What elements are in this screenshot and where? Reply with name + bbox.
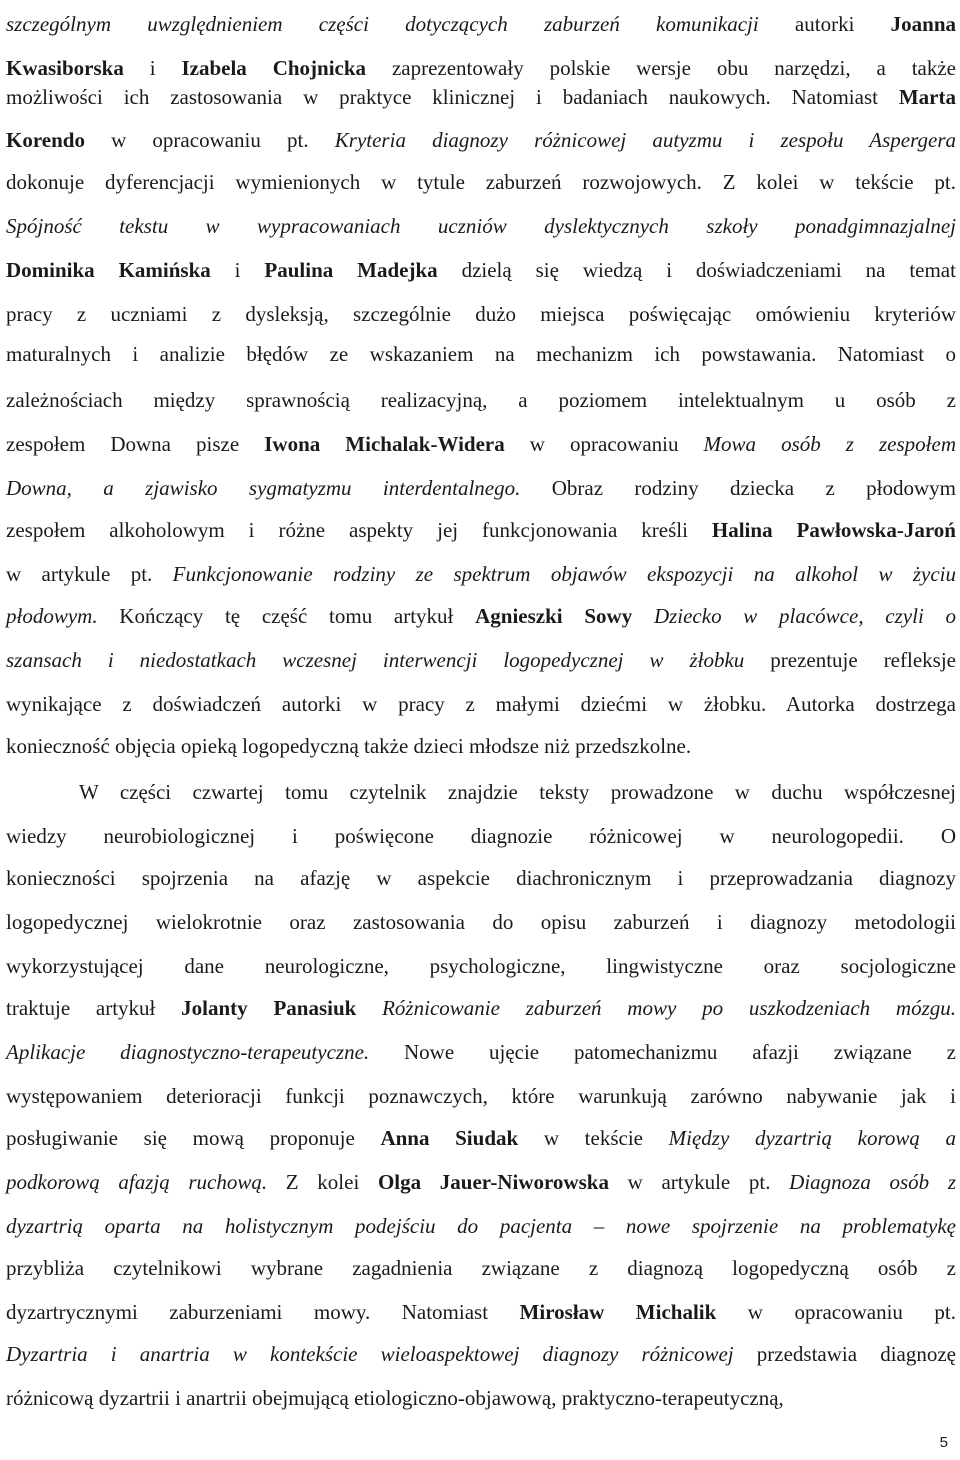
- italic-title: szansach i niedostatkach wczesnej interwencji logopedycznej w żłobku: [6, 648, 745, 672]
- text-run: logopedycznej wielokrotnie oraz zastosowania do opisu zaburzeń i diagnozy metodologii: [6, 910, 956, 934]
- bold-author-name: Joanna: [890, 12, 956, 36]
- text-line: [6, 300, 956, 328]
- italic-title: Dyzartria i anartria w kontekście wieloaspektowej diagnozy różnicowej: [6, 1342, 734, 1366]
- text-run: Kończący tę część tomu artykuł: [97, 604, 476, 628]
- text-line: [6, 256, 956, 284]
- text-run: konieczności spojrzenia na afazję w aspekcie diachronicznym i przeprowadzania diagnozy: [6, 866, 956, 890]
- text-run: [632, 604, 654, 628]
- text-run: w opracowaniu pt.: [84, 128, 335, 152]
- italic-title: dyzartrią oparta na holistycznym podejściu do pacjenta – nowe spojrzenie na problematykę: [6, 1214, 956, 1238]
- text-line: [6, 864, 956, 892]
- text-line: [6, 822, 956, 850]
- italic-title: płodowym.: [6, 604, 98, 628]
- italic-title: Mowa osób z zespołem: [703, 432, 956, 456]
- text-run: Nowe ujęcie patomechanizmu afazji związane z: [369, 1040, 956, 1064]
- text-line: [6, 908, 956, 936]
- italic-title: Downa, a zjawisko sygmatyzmu interdentalnego.: [6, 476, 521, 500]
- text-line: [6, 430, 956, 458]
- bold-author-name: Korendo: [6, 128, 85, 152]
- italic-title: Aplikacje diagnostyczno-terapeutyczne.: [6, 1040, 370, 1064]
- italic-title: szczególnym uwzględnieniem części dotyczących zaburzeń komunikacji: [6, 12, 759, 36]
- text-line: [6, 83, 956, 111]
- text-run: zaprezentowały polskie wersje obu narzędzi, a także: [366, 56, 956, 80]
- text-run: Obraz rodziny dziecka z płodowym: [520, 476, 956, 500]
- text-run: autorki: [758, 12, 891, 36]
- bold-author-name: Agnieszki Sowy: [475, 604, 633, 628]
- bold-author-name: Anna Siudak: [380, 1126, 519, 1150]
- text-line: [6, 646, 956, 674]
- italic-title: Kryteria diagnozy różnicowej autyzmu i zespołu Aspergera: [334, 128, 956, 152]
- text-run: zależnościach między sprawnością realizacyjną, a poziomem intelektualnym u osób z: [6, 388, 956, 412]
- text-run: w artykule pt.: [6, 562, 173, 586]
- text-line: [6, 474, 956, 502]
- text-line: [6, 516, 956, 544]
- text-run: różnicową dyzartrii i anartrii obejmującą etiologiczno-objawową, praktyczno-terapeutyczną,: [6, 1386, 784, 1410]
- italic-title: Diagnoza osób z: [789, 1170, 956, 1194]
- text-line: [6, 732, 956, 760]
- bold-author-name: Marta: [898, 85, 956, 109]
- italic-title: Dziecko w placówce, czyli o: [653, 604, 957, 628]
- text-line: [6, 54, 956, 82]
- bold-author-name: Halina Pawłowska-Jaroń: [711, 518, 956, 542]
- text-run: i: [210, 258, 265, 282]
- bold-author-name: Jolanty Panasiuk: [181, 996, 357, 1020]
- text-line: [6, 1384, 956, 1412]
- text-run: zespołem alkoholowym i różne aspekty jej funkcjonowania kreśli: [6, 518, 712, 542]
- text-run: prezentuje refleksje: [744, 648, 956, 672]
- text-run: Z kolei: [267, 1170, 378, 1194]
- italic-title: podkorową afazją ruchową.: [6, 1170, 268, 1194]
- text-run: występowaniem deterioracji funkcji poznawczych, które warunkują zarówno nabywanie jak i: [6, 1084, 956, 1108]
- text-run: wynikające z doświadczeń autorki w pracy z małymi dziećmi w żłobku. Autorka dostrzega: [6, 692, 956, 716]
- text-run: dokonuje dyferencjacji wymienionych w tytule zaburzeń rozwojowych. Z kolei w tekście pt.: [6, 170, 956, 194]
- text-run: w tekście: [518, 1126, 669, 1150]
- text-run: pracy z uczniami z dysleksją, szczególnie dużo miejsca poświęcając omówieniu kryteriów: [6, 302, 956, 326]
- text-line: [6, 212, 956, 240]
- bold-author-name: Paulina Madejka: [264, 258, 438, 282]
- text-run: maturalnych i analizie błędów ze wskazaniem na mechanizm ich powstawania. Natomiast o: [6, 342, 956, 366]
- bold-author-name: Iwona Michalak-Widera: [264, 432, 505, 456]
- text-run: W części czwartej tomu czytelnik znajdzie teksty prowadzone w duchu współczesnej: [79, 780, 956, 804]
- italic-title: Między dyzartrią korową a: [668, 1126, 957, 1150]
- text-line: [6, 1038, 956, 1066]
- bold-author-name: Kwasiborska: [6, 56, 124, 80]
- text-line: [6, 994, 956, 1022]
- text-run: dyzartrycznymi zaburzeniami mowy. Natomiast: [6, 1300, 520, 1324]
- text-line: [6, 1212, 956, 1240]
- bold-author-name: Dominika Kamińska: [6, 258, 211, 282]
- text-run: w opracowaniu: [504, 432, 704, 456]
- text-line: [6, 126, 956, 154]
- text-line: [6, 1298, 956, 1326]
- text-line: [6, 168, 956, 196]
- italic-title: Spójność tekstu w wypracowaniach uczniów dyslektycznych szkoły ponadgimnazjalnej: [6, 214, 956, 238]
- text-line: [6, 952, 956, 980]
- text-line: [6, 1124, 956, 1152]
- text-run: przybliża czytelnikowi wybrane zagadnienia związane z diagnozą logopedyczną osób z: [6, 1256, 956, 1280]
- text-run: konieczność objęcia opieką logopedyczną także dzieci młodsze niż przedszkolne.: [6, 734, 692, 758]
- text-run: możliwości ich zastosowania w praktyce klinicznej i badaniach naukowych. Natomiast: [6, 85, 899, 109]
- text-run: w opracowaniu pt.: [716, 1300, 956, 1324]
- text-run: wykorzystującej dane neurologiczne, psychologiczne, lingwistyczne oraz socjologiczne: [6, 954, 956, 978]
- text-line: [6, 340, 956, 368]
- bold-author-name: Izabela Chojnicka: [181, 56, 367, 80]
- text-line: [6, 10, 956, 38]
- bold-author-name: Mirosław Michalik: [519, 1300, 717, 1324]
- italic-title: Funkcjonowanie rodziny ze spektrum objawów ekspozycji na alkohol w życiu: [172, 562, 956, 586]
- text-line: [6, 386, 956, 414]
- text-run: traktuje artykuł: [6, 996, 182, 1020]
- italic-title: Różnicowanie zaburzeń mowy po uszkodzeniach mózgu.: [382, 996, 957, 1020]
- text-run: przedstawia diagnozę: [733, 1342, 956, 1366]
- text-line: [6, 1340, 956, 1368]
- text-run: zespołem Downa pisze: [6, 432, 265, 456]
- text-run: w artykule pt.: [608, 1170, 790, 1194]
- text-line: [6, 690, 956, 718]
- text-run: i: [123, 56, 182, 80]
- text-run: posługiwanie się mową proponuje: [6, 1126, 381, 1150]
- bold-author-name: Olga Jauer-Niworowska: [377, 1170, 609, 1194]
- page-number: 5: [939, 1434, 948, 1451]
- text-line: [6, 1168, 956, 1196]
- text-line: [6, 1082, 956, 1110]
- text-line: [6, 602, 956, 630]
- text-run: [356, 996, 382, 1020]
- text-run: wiedzy neurobiologicznej i poświęcone diagnozie różnicowej w neurologopedii. O: [6, 824, 956, 848]
- text-line: [6, 560, 956, 588]
- text-run: dzielą się wiedzą i doświadczeniami na temat: [437, 258, 956, 282]
- text-line: [6, 1254, 956, 1282]
- text-line: [6, 778, 956, 806]
